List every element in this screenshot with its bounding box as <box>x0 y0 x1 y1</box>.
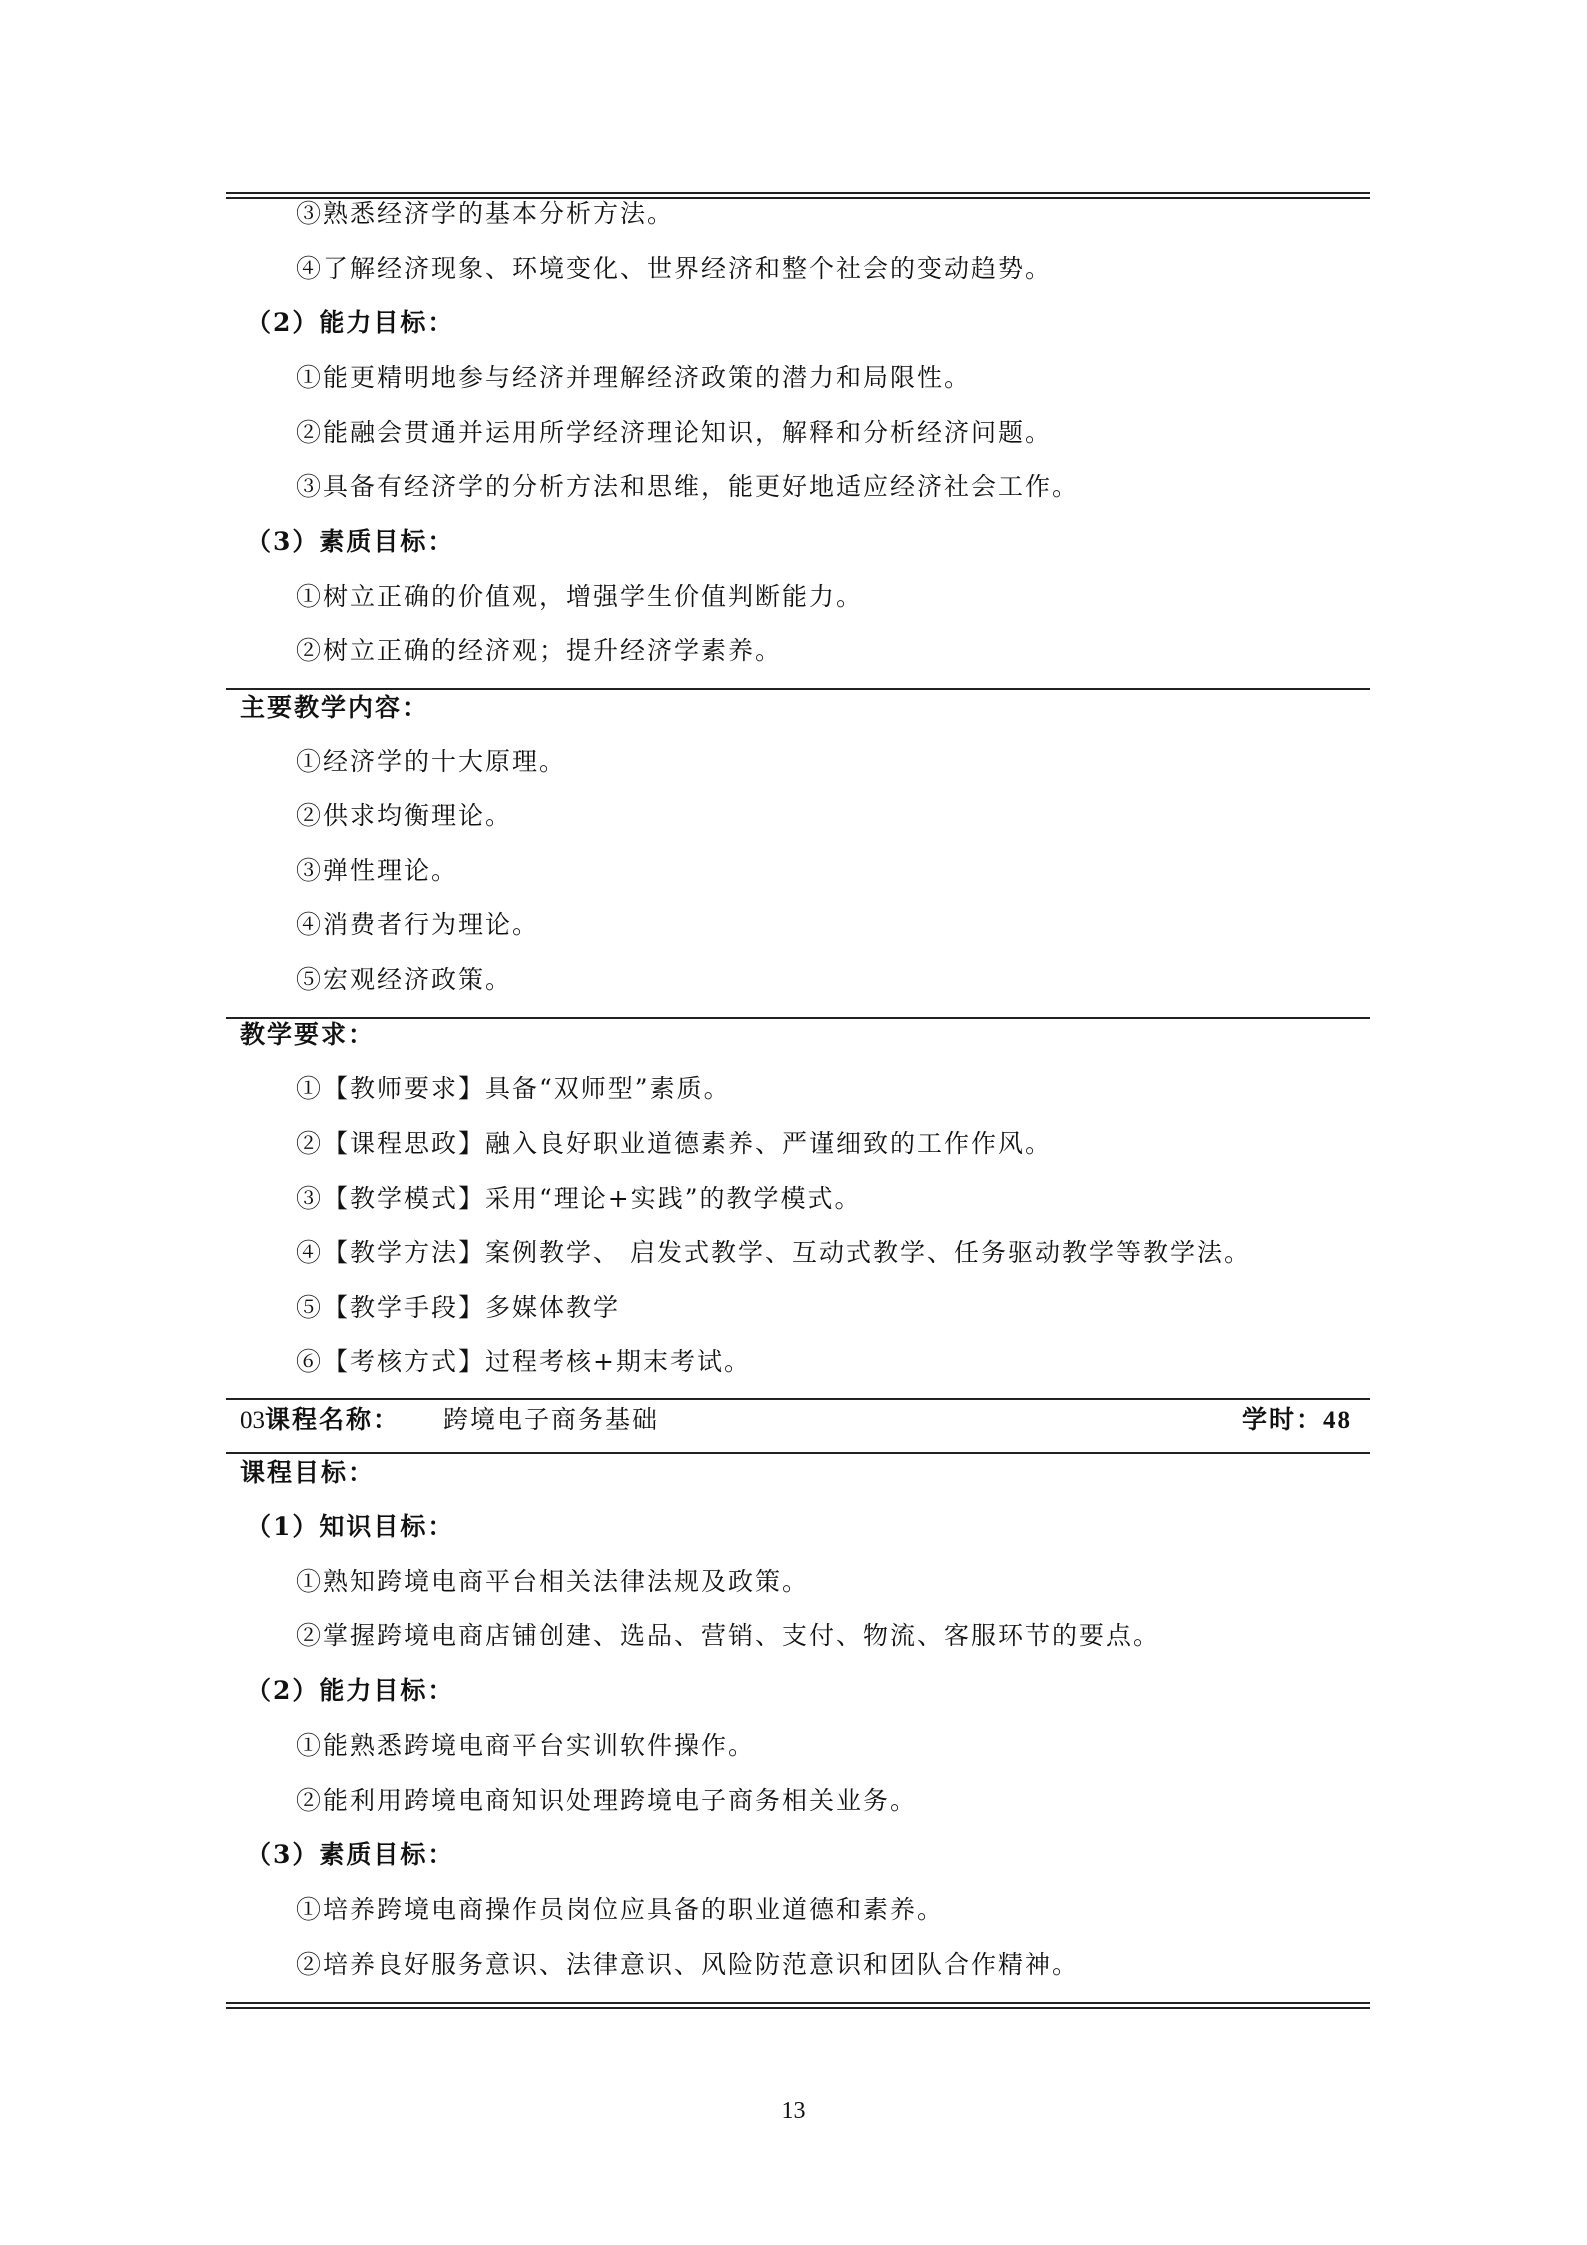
knowledge-objectives-heading: （1）知识目标： <box>246 1512 455 1541</box>
table-top-rule <box>226 192 1370 199</box>
teaching-requirements-heading: 教学要求： <box>240 1020 376 1049</box>
quality-objectives-heading: （3）素质目标： <box>246 1840 455 1869</box>
section-divider <box>226 688 1370 690</box>
ability-item: ③具备有经济学的分析方法和思维，能更好地适应经济社会工作。 <box>296 472 1080 501</box>
content-item: ①经济学的十大原理。 <box>296 747 567 776</box>
ability-item: ①能熟悉跨境电商平台实训软件操作。 <box>296 1731 756 1760</box>
knowledge-item: ④了解经济现象、环境变化、世界经济和整个社会的变动趋势。 <box>296 254 1053 283</box>
quality-item: ②树立正确的经济观；提升经济学素养。 <box>296 636 783 665</box>
requirement-item: ⑤【教学手段】多媒体教学 <box>296 1293 621 1322</box>
section-divider <box>226 1398 1370 1400</box>
ability-objectives-heading: （2）能力目标： <box>246 308 455 337</box>
page-number: 13 <box>781 2098 806 2124</box>
content-item: ③弹性理论。 <box>296 856 459 885</box>
requirement-item: ④【教学方法】案例教学、 启发式教学、互动式教学、任务驱动教学等教学法。 <box>296 1238 1251 1267</box>
content-item: ⑤宏观经济政策。 <box>296 965 513 994</box>
requirement-item: ②【课程思政】融入良好职业道德素养、严谨细致的工作作风。 <box>296 1129 1053 1158</box>
quality-objectives-heading: （3）素质目标： <box>246 527 455 556</box>
course-hours-value: 48 <box>1323 1407 1353 1434</box>
course-hours <box>1242 1405 1352 1436</box>
table-bottom-rule <box>226 2002 1370 2009</box>
ability-objectives-heading: （2）能力目标： <box>246 1676 455 1705</box>
course-objectives-heading: 课程目标： <box>240 1458 376 1487</box>
requirement-item: ⑥【考核方式】过程考核+期末考试。 <box>296 1347 751 1376</box>
section-divider <box>226 1017 1370 1019</box>
quality-item: ①培养跨境电商操作员岗位应具备的职业道德和素养。 <box>296 1895 945 1924</box>
section-divider <box>226 1452 1370 1454</box>
knowledge-item: ①熟知跨境电商平台相关法律法规及政策。 <box>296 1567 810 1596</box>
requirement-item: ③【教学模式】采用“理论+实践”的教学模式。 <box>296 1184 862 1213</box>
quality-item: ②培养良好服务意识、法律意识、风险防范意识和团队合作精神。 <box>296 1950 1080 1979</box>
course-name-label: 课程名称： <box>265 1405 401 1434</box>
course-title-row <box>240 1405 400 1436</box>
main-content-heading: 主要教学内容： <box>240 693 430 722</box>
ability-item: ②能融会贯通并运用所学经济理论知识，解释和分析经济问题。 <box>296 418 1053 447</box>
course-number: 03 <box>240 1407 265 1434</box>
course-name: 跨境电子商务基础 <box>443 1405 660 1434</box>
ability-item: ①能更精明地参与经济并理解经济政策的潜力和局限性。 <box>296 363 972 392</box>
course-hours-label: 学时： <box>1242 1405 1324 1434</box>
quality-item: ①树立正确的价值观，增强学生价值判断能力。 <box>296 582 864 611</box>
requirement-item: ①【教师要求】具备“双师型”素质。 <box>296 1074 731 1103</box>
content-item: ④消费者行为理论。 <box>296 910 540 939</box>
knowledge-item: ③熟悉经济学的基本分析方法。 <box>296 199 675 228</box>
knowledge-item: ②掌握跨境电商店铺创建、选品、营销、支付、物流、客服环节的要点。 <box>296 1621 1161 1650</box>
content-item: ②供求均衡理论。 <box>296 801 513 830</box>
ability-item: ②能利用跨境电商知识处理跨境电子商务相关业务。 <box>296 1786 918 1815</box>
